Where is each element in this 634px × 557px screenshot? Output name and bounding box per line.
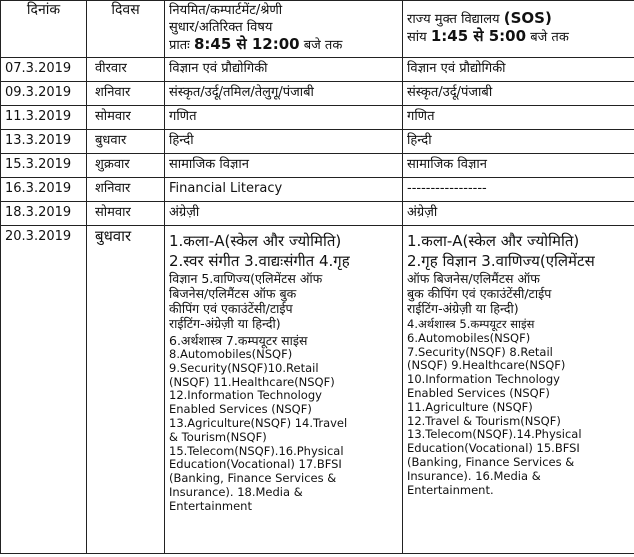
header-regular: [165, 1, 403, 58]
regular-subject-line: राईटिंग-अंग्रेज़ी या हिन्दी): [169, 316, 281, 331]
table-row: [1, 202, 634, 226]
regular-subject-cell: सामाजिक विज्ञान: [165, 154, 403, 178]
regular-subject-line: 8.Automobiles(NSQF): [169, 347, 293, 361]
date-cell: 16.3.2019: [1, 178, 87, 202]
date-cell: 09.3.2019: [1, 82, 87, 106]
regular-subject-line: Enabled Services (NSQF): [169, 402, 312, 417]
header-day-label: दिवस: [111, 2, 140, 18]
regular-subject-cell: गणित: [165, 106, 403, 130]
sos-subject-line: 13.Telecom(NSQF).14.Physical: [407, 427, 582, 442]
header-regular-time-prefix: प्रातः: [169, 38, 190, 53]
regular-subject-line: (Banking, Finance Services &: [169, 471, 337, 486]
regular-subject-line: Entertainment: [169, 498, 252, 513]
regular-subject-list: [165, 226, 403, 554]
regular-subject-line: बिजनेस/एलिमैंटस ऑफ बुक: [169, 286, 297, 301]
header-sos-abbr: (SOS): [503, 9, 552, 27]
sos-subject-cell: -----------------: [403, 178, 634, 202]
header-sos: [403, 1, 634, 58]
sos-subject-line: Entertainment.: [407, 482, 494, 497]
date-cell: 13.3.2019: [1, 130, 87, 154]
regular-subject-cell: संस्कृत/उर्दू/तमिल/तेलुगू/पंजाबी: [165, 82, 403, 106]
sos-subject-line: बुक कीपिंग एवं एकाउंटेंसी/टाईप: [407, 286, 552, 301]
sos-subject-line: 4.अर्थशास्त्र 5.कम्पयूटर साइंस: [407, 317, 535, 331]
regular-subject-line: (NSQF) 11.Healthcare(NSQF): [169, 374, 335, 389]
sos-subject-cell: संस्कृत/उर्दू/पंजाबी: [403, 82, 634, 106]
regular-subject-line: 1.कला-A(स्केल और ज्योमिति): [169, 232, 342, 250]
sos-subject-line: ऑफ बिजनेस/एलिमैंटस ऑफ: [407, 271, 540, 286]
header-regular-line1: नियमित/कम्पार्टमेंट/श्रेणी: [169, 3, 283, 18]
sos-subject-line: राईटिंग-अंग्रेज़ी या हिन्दी): [407, 301, 519, 316]
day-cell: शनिवार: [87, 178, 165, 202]
table-row: [1, 154, 634, 178]
table-row: [1, 130, 634, 154]
header-sos-title: राज्य मुक्त विद्यालय: [407, 12, 500, 27]
day-cell: शुक्रवार: [87, 154, 165, 178]
date-cell: 20.3.2019: [1, 226, 87, 554]
regular-subject-line: 2.स्वर संगीत 3.वाद्यःसंगीत 4.गृह: [169, 252, 350, 270]
sos-subject-cell: विज्ञान एवं प्रौद्योगिकी: [403, 58, 634, 82]
date-cell: 15.3.2019: [1, 154, 87, 178]
sos-subject-line: Insurance). 16.Media &: [407, 468, 541, 483]
header-regular-line2: सुधार/अतिरिक्त विषय: [169, 20, 273, 35]
table-row: [1, 82, 634, 106]
day-cell: बुधवार: [87, 130, 165, 154]
sos-subject-line: (NSQF) 9.Healthcare(NSQF): [407, 358, 566, 373]
regular-subject-line: 9.Security(NSQF)10.Retail: [169, 360, 319, 375]
header-day: [87, 1, 165, 58]
header-sos-time: 1:45 से 5:00: [430, 27, 527, 45]
header-date: [1, 1, 87, 58]
regular-subject-cell: हिन्दी: [165, 130, 403, 154]
table-row-last: [1, 226, 634, 554]
regular-subject-line: Education(Vocational) 17.BFSI: [169, 457, 342, 472]
day-cell: सोमवार: [87, 106, 165, 130]
header-regular-line3: [169, 36, 398, 54]
table-row: [1, 58, 634, 82]
header-row: [1, 1, 634, 58]
header-date-label: दिनांक: [26, 2, 61, 18]
day-cell: बुधवार: [87, 226, 165, 554]
sos-subject-line: 2.गृह विज्ञान 3.वाणिज्य(एलिमेंटस: [407, 252, 595, 270]
sos-subject-line: 10.Information Technology: [407, 372, 560, 387]
regular-subject-line: 6.अर्थशास्त्र 7.कम्पयूटर साइंस: [169, 333, 308, 348]
sos-subject-line: Education(Vocational) 15.BFSI: [407, 441, 580, 456]
regular-subject-line: विज्ञान 5.वाणिज्य(एलिमेंटस ऑफ: [169, 271, 323, 286]
header-sos-line2: [407, 28, 630, 46]
table-row: [1, 106, 634, 130]
regular-subject-cell: विज्ञान एवं प्रौद्योगिकी: [165, 58, 403, 82]
header-sos-time-prefix: सांय: [407, 30, 427, 45]
sos-subject-cell: अंग्रेज़ी: [403, 202, 634, 226]
header-regular-time: 8:45 से 12:00: [193, 35, 300, 53]
header-sos-line1: [407, 10, 630, 28]
date-cell: 07.3.2019: [1, 58, 87, 82]
regular-subject-line: कीपिंग एवं एकाउंटेंसी/टाईप: [169, 301, 293, 316]
date-cell: 11.3.2019: [1, 106, 87, 130]
header-sos-time-suffix: बजे तक: [530, 30, 569, 45]
regular-subject-line: 13.Agriculture(NSQF) 14.Travel: [169, 415, 348, 430]
regular-subject-line: 12.Information Technology: [169, 388, 322, 403]
day-cell: सोमवार: [87, 202, 165, 226]
table-row: [1, 178, 634, 202]
day-cell: शनिवार: [87, 82, 165, 106]
sos-subject-line: 7.Security(NSQF) 8.Retail: [407, 344, 553, 359]
sos-subject-cell: गणित: [403, 106, 634, 130]
sos-subject-list: [403, 226, 634, 554]
header-regular-time-suffix: बजे तक: [303, 38, 343, 53]
date-cell: 18.3.2019: [1, 202, 87, 226]
sos-subject-line: Enabled Services (NSQF): [407, 385, 550, 400]
regular-subject-line: & Tourism(NSQF): [169, 429, 267, 444]
sos-subject-line: 6.Automobiles(NSQF): [407, 330, 531, 345]
sos-subject-cell: हिन्दी: [403, 130, 634, 154]
regular-subject-line: 15.Telecom(NSQF).16.Physical: [169, 443, 344, 458]
regular-subject-line: Insurance). 18.Media &: [169, 484, 303, 499]
sos-subject-line: (Banking, Finance Services &: [407, 454, 575, 469]
sos-subject-line: 11.Agriculture (NSQF): [407, 399, 533, 414]
regular-subject-cell: Financial Literacy: [165, 178, 403, 202]
sos-subject-cell: सामाजिक विज्ञान: [403, 154, 634, 178]
sos-subject-line: 1.कला-A(स्केल और ज्योमिति): [407, 232, 580, 250]
sos-subject-line: 12.Travel & Tourism(NSQF): [407, 413, 561, 428]
day-cell: वीरवार: [87, 58, 165, 82]
regular-subject-cell: अंग्रेज़ी: [165, 202, 403, 226]
